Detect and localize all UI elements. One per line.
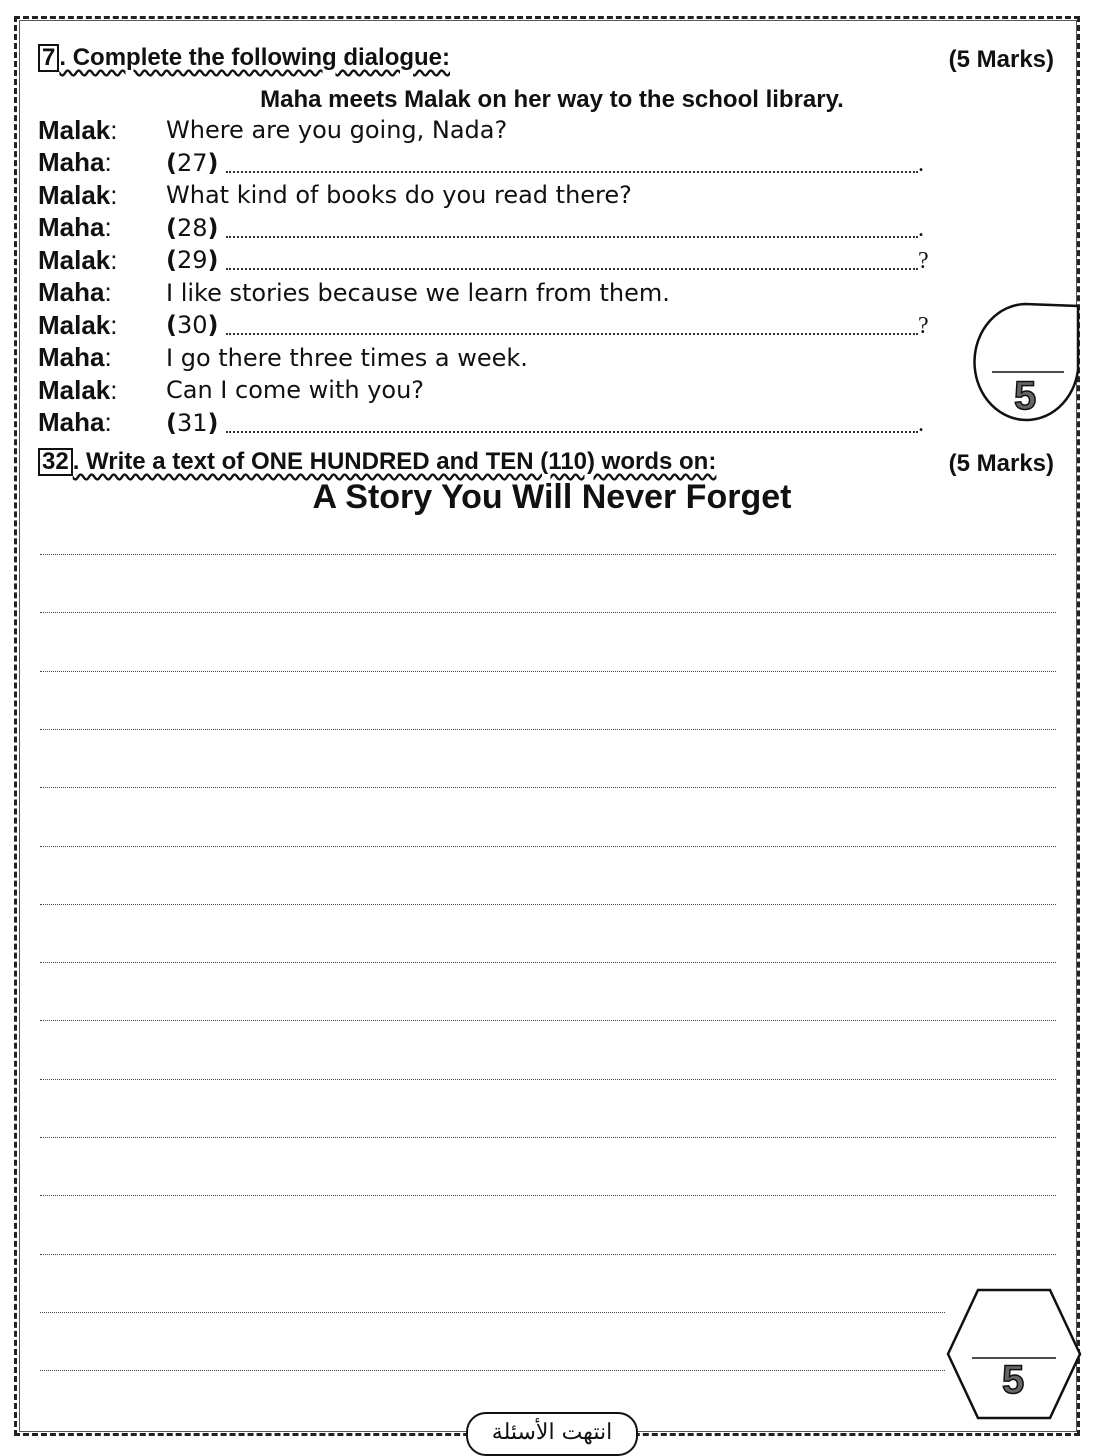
- speaker-name: Malak:: [38, 179, 118, 210]
- writing-line[interactable]: [40, 904, 1056, 905]
- dialogue-line: [38, 179, 632, 211]
- answer-blank-line[interactable]: [226, 333, 918, 335]
- question-32-title: . Write a text of ONE HUNDRED and TEN (110) words on:: [72, 448, 717, 475]
- blank-end-punctuation: .: [918, 410, 924, 437]
- speaker-name: Malak:: [38, 309, 118, 340]
- dialogue-line: [38, 244, 218, 276]
- question-7-score: 5: [1014, 374, 1037, 418]
- dialogue-line: [38, 114, 507, 146]
- dialogue-text: Can I come with you?: [166, 376, 425, 404]
- answer-blank-line[interactable]: [226, 268, 918, 270]
- blank-number: (30): [166, 311, 219, 339]
- speaker-name: Malak:: [38, 244, 118, 275]
- blank-end-punctuation: .: [918, 150, 924, 177]
- writing-topic: A Story You Will Never Forget: [312, 478, 792, 516]
- dialogue-text: I go there three times a week.: [166, 343, 528, 372]
- blank-number: (31): [166, 408, 219, 437]
- question-7-heading: [38, 44, 450, 72]
- speaker-name: Maha:: [38, 342, 112, 372]
- writing-line[interactable]: [40, 787, 1056, 788]
- speaker-name: Maha:: [38, 147, 112, 177]
- blank-number: (29): [166, 246, 219, 274]
- writing-line[interactable]: [40, 962, 1056, 963]
- writing-line[interactable]: [40, 1079, 1056, 1080]
- question-7-number: 7: [38, 44, 59, 72]
- answer-blank-line[interactable]: [226, 236, 918, 238]
- dialogue-line: [38, 374, 424, 406]
- blank-end-punctuation: ?: [918, 313, 929, 339]
- speaker-name: Malak:: [38, 114, 118, 145]
- writing-line[interactable]: [40, 1370, 945, 1371]
- question-32-marks: (5 Marks): [948, 450, 1054, 477]
- question-32-score: 5: [1002, 1358, 1025, 1402]
- question-32-number: 32: [38, 448, 73, 476]
- writing-line[interactable]: [40, 846, 1056, 847]
- dialogue-line: [38, 407, 218, 439]
- dialogue-text: What kind of books do you read there?: [166, 181, 632, 209]
- dialogue-line: [38, 212, 218, 244]
- blank-end-punctuation: ?: [918, 248, 929, 274]
- dialogue-scene: Maha meets Malak on her way to the school library.: [260, 86, 844, 113]
- question-7-title: . Complete the following dialogue:: [59, 44, 451, 71]
- writing-line[interactable]: [40, 671, 1056, 672]
- blank-number: (27): [166, 148, 219, 177]
- answer-blank-line[interactable]: [226, 171, 918, 173]
- writing-line[interactable]: [40, 1254, 1056, 1255]
- answer-blank-line[interactable]: [226, 431, 918, 433]
- dialogue-line: [38, 277, 670, 309]
- writing-line[interactable]: [40, 1020, 1056, 1021]
- writing-line[interactable]: [40, 1137, 1056, 1138]
- writing-line[interactable]: [40, 1312, 945, 1313]
- writing-line[interactable]: [40, 729, 1056, 730]
- dialogue-text: I like stories because we learn from them.: [166, 278, 670, 307]
- writing-line[interactable]: [40, 1195, 1056, 1196]
- writing-line[interactable]: [40, 612, 1056, 613]
- question-7-marks: (5 Marks): [948, 46, 1054, 73]
- writing-line[interactable]: [40, 554, 1056, 555]
- speaker-name: Maha:: [38, 407, 112, 437]
- dialogue-text: Where are you going, Nada?: [166, 116, 508, 144]
- speaker-name: Malak:: [38, 374, 118, 405]
- dialogue-line: [38, 147, 218, 179]
- blank-end-punctuation: .: [918, 215, 924, 242]
- speaker-name: Maha:: [38, 212, 112, 242]
- question-32-heading: [38, 448, 716, 476]
- dialogue-line: [38, 309, 218, 341]
- blank-number: (28): [166, 213, 219, 242]
- speaker-name: Maha:: [38, 277, 112, 307]
- end-of-questions-label: انتهت الأسئلة: [466, 1412, 638, 1456]
- dialogue-line: [38, 342, 528, 374]
